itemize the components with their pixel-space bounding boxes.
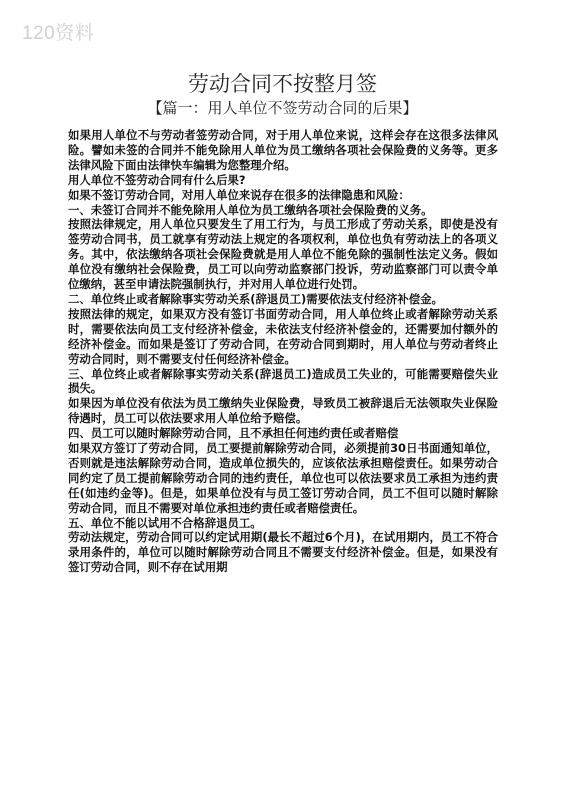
document-body [68,128,498,575]
paragraph-point-3: 如果因为单位没有依法为员工缴纳失业保险费，导致员工被辞退后无法领取失业保险待遇时，员工可以依法要求用人单位给予赔偿。 [68,396,498,426]
heading-point-3: 三、单位终止或者解除事实劳动关系(辞退员工)造成员工失业的，可能需要赔偿失业损失。 [68,366,498,396]
paragraph-point-2: 按照法律的规定，如果双方没有签订书面劳动合同，用人单位终止或者解除劳动关系时，需要依法向员工支付经济补偿金，未依法支付经济补偿金的，还需要加付额外的经济补偿金。而如果是签订了劳动合同，在劳动合同到期时，用人单位与劳动者终止劳动合同时，则不需要支付任何经济补偿金。 [68,306,498,366]
heading-point-2: 二、单位终止或者解除事实劳动关系(辞退员工)需要依法支付经济补偿金。 [68,291,443,306]
paragraph-intro: 如果用人单位不与劳动者签劳动合同，对于用人单位来说，这样会存在这很多法律风险。譬如未签的合同并不能免除用人单位为员工缴纳各项社会保险费的义务等。更多法律风险下面由法律快车编辑为您整理介绍。 [68,128,498,172]
heading-point-4: 四、员工可以随时解除劳动合同，且不承担任何违约责任或者赔偿 [68,426,399,441]
paragraph-point-4: 如果双方签订了劳动合同，员工要提前解除劳动合同，必须提前30日书面通知单位，否则就是违法解除劳动合同，造成单位损失的，应该依法承担赔偿责任。如果劳动合同约定了员工提前解除劳动合同的违约责任，单位也可以依法要求员工承担为违约责任(如违约金等)。但是，如果单位没有与员工签订劳动合同，员工不但可以随时解除劳动合同，而且不需要对单位承担违约责任或者赔偿责任。 [68,441,498,515]
watermark-logo: 120资料 [22,23,95,44]
paragraph-question: 用人单位不签劳动合同有什么后果? [68,172,246,187]
paragraph-point-1: 按照法律规定，用人单位只要发生了用工行为，与员工形成了劳动关系，即使是没有签劳动合同书，员工就享有劳动法上规定的各项权利，单位也负有劳动法上的各项义务。其中，依法缴纳各项社会保险费就是用人单位不能免除的强制性法定义务。假如单位没有缴纳社会保险费，员工可以向劳动监察部门投诉，劳动监察部门可以责令单位缴纳，甚至申请法院强制执行，并对用人单位进行处罚。 [68,217,498,292]
heading-point-5: 五、单位不能以试用不合格辞退员工。 [68,515,262,530]
paragraph-point-5: 劳动法规定，劳动合同可以约定试用期(最长不超过6个月)，在试用期内，员工不符合录用条件的，单位可以随时解除劳动合同且不需要支付经济补偿金。但是，如果没有签订劳动合同，则不存在试用期 [68,530,498,575]
document-subtitle: 【篇一：用人单位不签劳动合同的后果】 [147,99,418,117]
paragraph-risks-intro: 如果不签订劳动合同，对用人单位来说存在很多的法律隐患和风险： [68,187,410,202]
document-title: 劳动合同不按整月签 [188,72,377,96]
heading-point-1: 一、未签订合同并不能免除用人单位为员工缴纳各项社会保险费的义务。 [68,202,433,217]
